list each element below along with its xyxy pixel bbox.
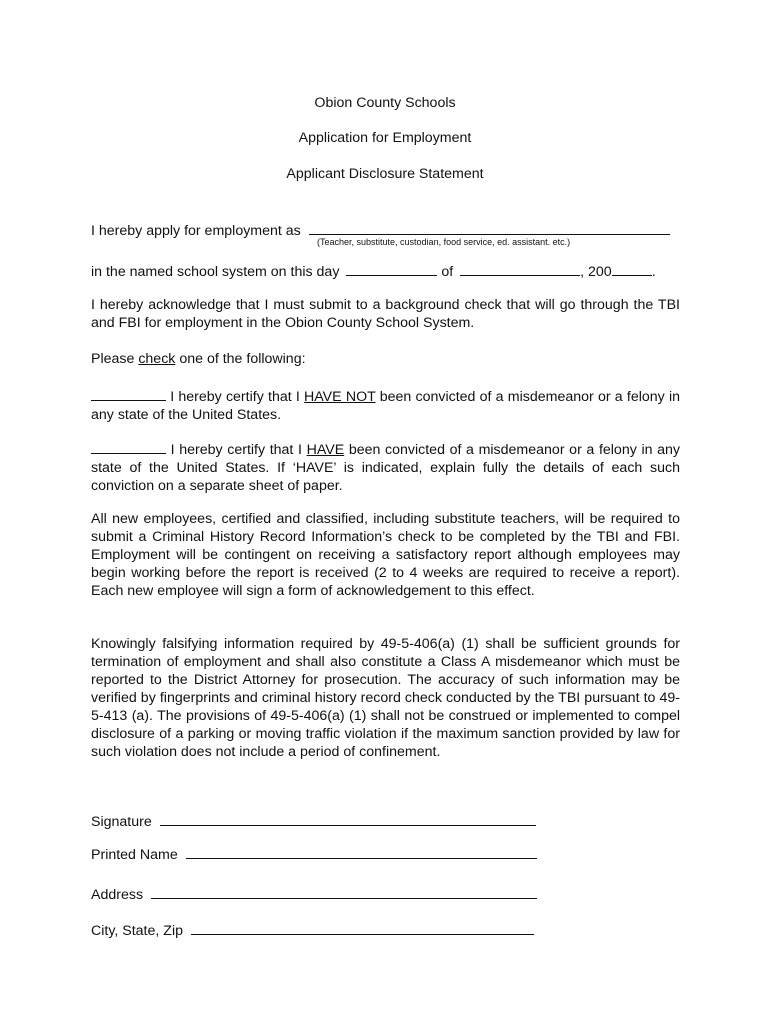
printed-name-row	[91, 844, 537, 864]
apply-label: I hereby apply for employment as	[91, 223, 301, 239]
check-prompt-underlined: check	[138, 351, 176, 367]
have-not-checkbox-blank[interactable]	[91, 385, 166, 401]
city-state-zip-row	[91, 920, 534, 940]
org-heading: Obion County Schools	[314, 95, 456, 111]
check-prompt-after: one of the following:	[175, 351, 306, 367]
city-state-zip-label: City, State, Zip	[91, 923, 183, 939]
form-subtitle: Applicant Disclosure Statement	[286, 166, 484, 182]
address-row	[91, 884, 537, 904]
signature-label: Signature	[91, 814, 152, 830]
employees-paragraph: All new employees, certified and classified, including substitute teachers, will be required to submit a Criminal History Record Information’s check to be completed by the TBI and FBI. Employment will be contingent on receiving a satisfactory report although employees may begin working before the report is received (2 to 4 weeks are required to receive a report). Each new employee will sign a form of acknowledgement to this effect.	[91, 511, 680, 599]
have-underlined: HAVE	[306, 442, 345, 458]
date-label: in the named school system on this day	[91, 264, 340, 280]
date-of-label: of	[441, 264, 454, 280]
have-before: I hereby certify that I	[166, 442, 307, 458]
date-line	[91, 260, 656, 281]
city-state-zip-blank[interactable]	[191, 920, 534, 935]
year-blank[interactable]	[612, 260, 652, 276]
day-blank[interactable]	[346, 260, 437, 276]
falsify-paragraph: Knowingly falsifying information required by 49-5-406(a) (1) shall be sufficient grounds for termination of employment and shall also constitute a Class A misdemeanor which must be reported to the District Attorney for prosecution. The accuracy of such information may be verified by fingerprints and criminal history record check conducted by the TBI pursuant to 49-5-413 (a). The provisions of 49-5-406(a) (1) shall not be construed or implemented to compel disclosure of a parking or moving traffic violation if the maximum sanction provided by law for such violation does not include a period of confinement.	[91, 636, 680, 760]
position-hint: (Teacher, substitute, custodian, food service, ed. assistant. etc.)	[317, 237, 571, 247]
have-after: been convicted of a misdemeanor or a felony in any state of the United States. If ‘HAVE’ is indicated, explain fully the details of each such conviction on a separate sheet of paper.	[91, 442, 680, 494]
have-checkbox-blank[interactable]	[91, 438, 166, 454]
check-prompt-before: Please	[91, 351, 139, 367]
date-period: .	[651, 264, 656, 280]
acknowledge-paragraph: I hereby acknowledge that I must submit to a background check that will go through the TBI and FBI for employment in the Obion County School System.	[91, 297, 680, 331]
check-prompt	[91, 350, 306, 368]
printed-name-blank[interactable]	[186, 844, 537, 859]
address-blank[interactable]	[151, 884, 537, 899]
have-not-before: I hereby certify that I	[166, 389, 305, 405]
form-title: Application for Employment	[298, 130, 472, 146]
have-not-after: been convicted of a misdemeanor or a felony in any state of the United States.	[91, 389, 680, 423]
position-blank[interactable]	[309, 219, 670, 235]
signature-row	[91, 811, 536, 831]
option-have-not	[91, 385, 680, 424]
month-blank[interactable]	[460, 260, 580, 276]
address-label: Address	[91, 887, 144, 903]
have-not-underlined: HAVE NOT	[304, 389, 376, 405]
option-have	[91, 438, 680, 495]
printed-name-label: Printed Name	[91, 847, 178, 863]
year-prefix: , 200	[580, 264, 612, 280]
signature-blank[interactable]	[160, 811, 536, 826]
